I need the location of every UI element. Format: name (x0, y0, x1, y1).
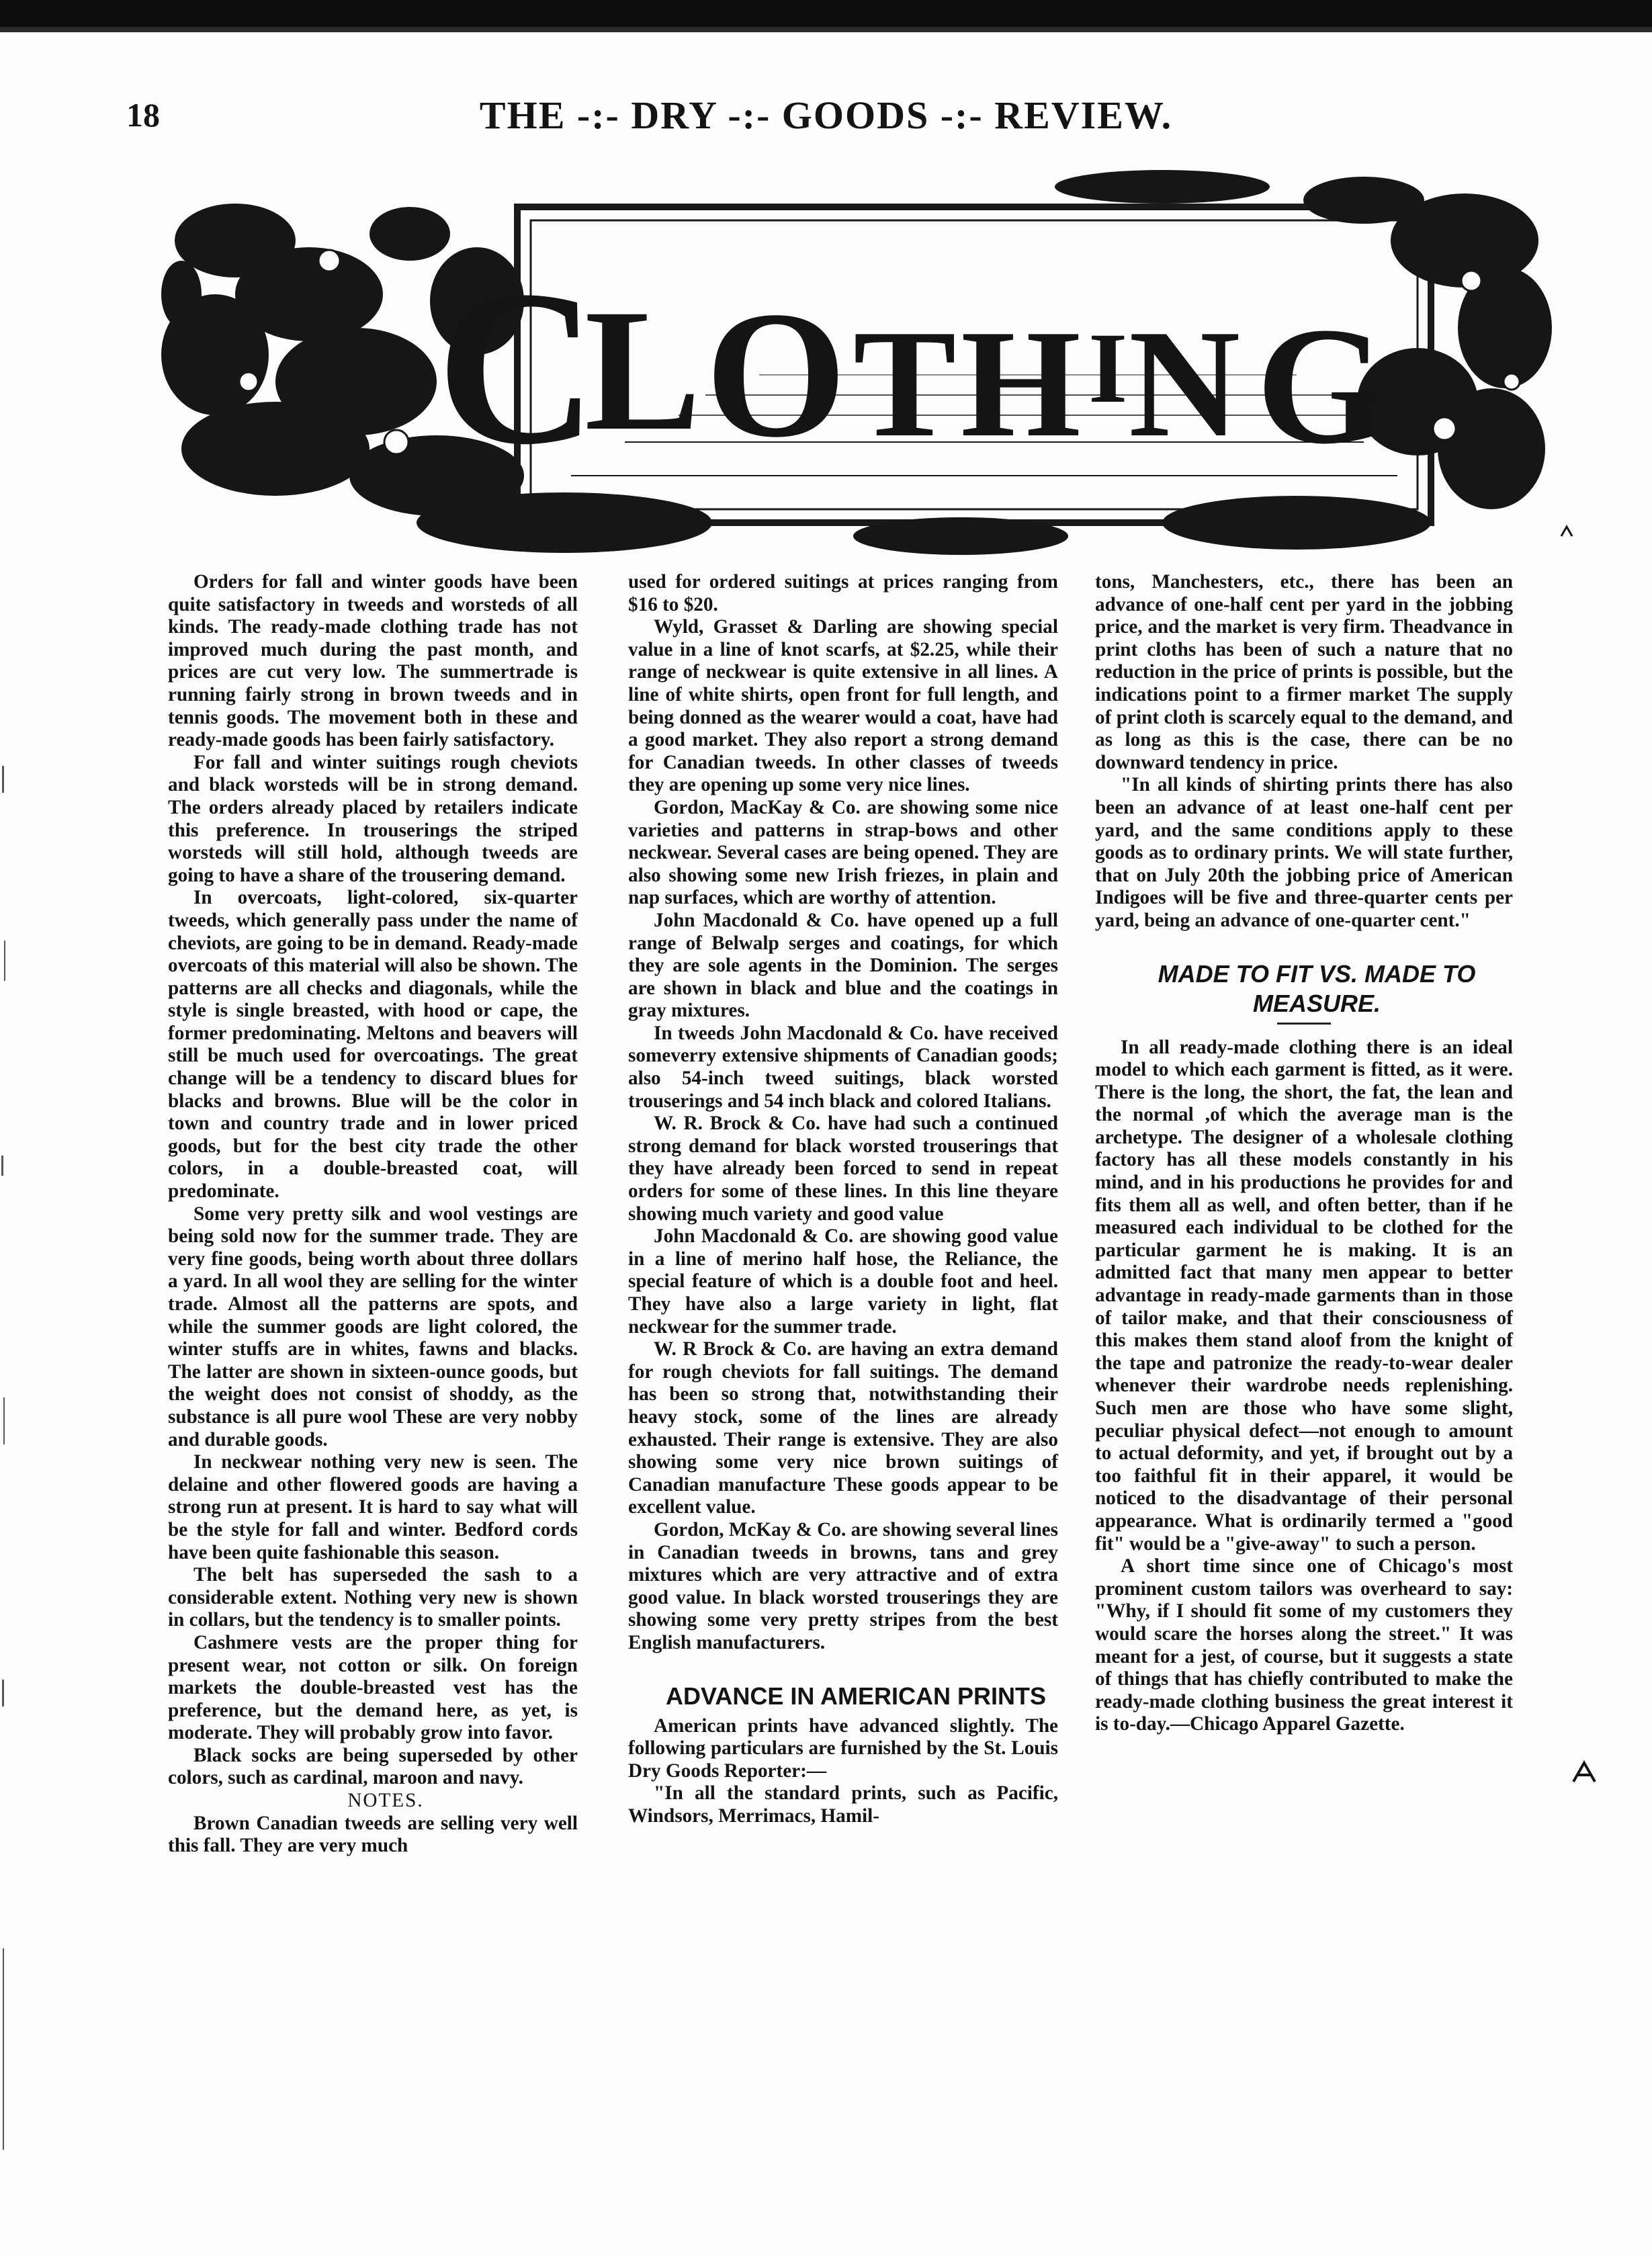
spacer (628, 1655, 1058, 1682)
svg-text:N: N (1129, 298, 1241, 469)
article-paragraph: Orders for fall and winter goods have been quite satisfactory in tweeds and worsteds of all kinds. The ready-made clothing trade has not improved much during the past month, and prices are cut very low. The summertrade is running fairly strong in brown tweeds and in tennis goods. The movement both in these and ready-made goods has been fairly satisfactory. (168, 571, 578, 751)
article-paragraph: John Macdonald & Co. have opened up a full range of Belwalp serges and coatings, for which they are sole agents in the Dominion. The serges are shown in black and blue and the coatings in gray mixtures. (628, 909, 1058, 1022)
svg-text:C: C (437, 245, 597, 490)
article-paragraph: The belt has superseded the sash to a considerable extent. Nothing very new is shown in collars, but the tendency is to smaller points. (168, 1564, 578, 1631)
printer-mark-icon (1571, 1759, 1598, 1786)
article-paragraph: For fall and winter suitings rough cheviots and black worsteds will be in strong demand. The orders already placed by retailers indicate this preference. In trouserings the striped worsteds will still hold, although tweeds are going to have a share of the trousering demand. (168, 751, 578, 886)
top-border-shadow (0, 27, 1652, 32)
article-paragraph: In neckwear nothing very new is seen. The delaine and other flowered goods are having a strong run at present. It is hard to say what will be the style for fall and winter. Bedford cords have been quite fashionable this season. (168, 1451, 578, 1563)
notes-heading: NOTES. (347, 1790, 424, 1812)
article-paragraph: "In all the standard prints, such as Pacific, Windsors, Merrimacs, Hamil- (628, 1782, 1058, 1827)
svg-text:G: G (1256, 293, 1387, 479)
article-paragraph: In overcoats, light-colored, six-quarter tweeds, which generally pass under the name of cheviots, are going to be in demand. Ready-made overcoats of this material will also be shown. The patterns are all checks and diagonals, while the style is single breasted, with hood or cape, the former predominating. Meltons and beavers will still be much used for overcoatings. The great change will be a tendency to discard blues for blacks and browns. Blue will be the color in town and country trade and in lower priced goods, but for the best city trade the other colors, in a double-breasted coat, will predominate. (168, 887, 578, 1203)
running-head: THE -:- DRY -:- GOODS -:- REVIEW. (479, 93, 1173, 137)
svg-text:I: I (1088, 312, 1128, 424)
speck-marks (0, 739, 9, 2251)
article-paragraph: Black socks are being superseded by other colors, such as cardinal, maroon and navy. (168, 1744, 578, 1789)
section-heading-prints: ADVANCE IN AMERICAN PRINTS (665, 1682, 1046, 1710)
svg-text:T: T (853, 298, 957, 469)
section-heading-fit: MADE TO FIT VS. MADE TO (1158, 959, 1476, 988)
stray-mark-icon (1559, 524, 1575, 540)
article-paragraph: Gordon, McKay & Co. are showing several lines in Canadian tweeds in browns, tans and grey mixtures which are very attractive and of extra good value. In black worsted trouserings they are showing some very pretty stripes from the best English manufacturers. (628, 1518, 1058, 1653)
column-3 (1095, 571, 1513, 1736)
article-paragraph: A short time since one of Chicago's most prominent custom tailors was overheard to say: "Why, if I should fit some of my customers they would scare the horses along the street." It was meant for a jest, of course, but it suggests a state of things that has chiefly contributed to make the ready-made clothing business the great interest it is to-day.—Chicago Apparel Gazette. (1095, 1555, 1513, 1735)
clothing-banner (155, 160, 1552, 558)
page-number: 18 (126, 96, 160, 134)
article-paragraph: Brown Canadian tweeds are selling very well this fall. They are very much (168, 1812, 578, 1857)
svg-text:O: O (705, 274, 847, 475)
article-paragraph: W. R Brock & Co. are having an extra demand for rough cheviots for fall suitings. The demand has been so strong that, notwithstanding their heavy stock, some of the lines are already exhausted. Their range is extensive. They are also showing some very nice brown suitings of Canadian manufacture These goods appear to be excellent value. (628, 1338, 1058, 1518)
heading-rule (1277, 1023, 1331, 1025)
section-heading-fit-line2: MEASURE. (1252, 989, 1381, 1017)
spacer (1095, 932, 1513, 959)
svg-text:H: H (961, 298, 1081, 469)
article-paragraph: In tweeds John Macdonald & Co. have received someverry extensive shipments of Canadian goods; also 54-inch tweed suitings, black worsted trouserings and 54 inch black and colored Italians. (628, 1022, 1058, 1112)
article-paragraph: tons, Manchesters, etc., there has been an advance of one-half cent per yard in the jobbing price, and the market is very firm. Theadvance in print cloths has been of such a nature that no reduction in the price of prints is possible, but the indications point to a firmer market The supply of print cloth is scarcely equal to the demand, and as long as this is the case, there can be no downward tendency in price. (1095, 571, 1513, 773)
article-paragraph: Cashmere vests are the proper thing for present wear, not cotton or silk. On foreign markets the double-breasted vest has the preference, but the demand here, as yet, is moderate. They will probably grow into favor. (168, 1631, 578, 1744)
decorative-foliage-banner (155, 160, 1552, 558)
article-paragraph: In all ready-made clothing there is an ideal model to which each garment is fitted, as it were. There is the long, the short, the fat, the lean and the normal ,of which the average man is the archetype. The designer of a wholesale clothing factory has all these models constantly in his mind, and in his productions he provides for and fits them all as well, and often better, than if he measured each individual to be clothed for the particular garment he is making. It is an admitted fact that many men appear to better advantage in ready-made garments than in those of tailor make, and that their consciousness of this makes them stand aloof from the knight of the tape and patronize the ready-to-wear dealer whenever their wardrobe needs replenishing. Such men are those who have some slight, peculiar physical defect—not enough to amount to actual deformity, and yet, if brought out by a too faithful fit in their apparel, it would be noticed to the disadvantage of their personal appearance. What is ordinarily termed a "good fit" would be a "give-away" to such a person. (1095, 1036, 1513, 1555)
page-header (0, 87, 1652, 148)
clothing-lettering (437, 245, 1387, 490)
column-1 (168, 571, 578, 1858)
article-paragraph: Gordon, MacKay & Co. are showing some nice varieties and patterns in strap-bows and other neckwear. Several cases are being opened. They are also showing some new Irish friezes, in plain and nap surfaces, which are worthy of attention. (628, 796, 1058, 909)
article-paragraph: Some very pretty silk and wool vestings are being sold now for the summer trade. They are very fine goods, being worth about three dollars a yard. In all wool they are selling for the winter trade. Almost all the patterns are spots, and while the summer goods are light colored, the winter stuffs are in whites, fawns and blacks. The latter are shown in sixteen-ounce goods, but the weight does not consist of shoddy, as the substance is all pure wool These are very nobby and durable goods. (168, 1203, 578, 1450)
article-paragraph: "In all kinds of shirting prints there has also been an advance of at least one-half cent per yard, and the same conditions apply to these goods as to ordinary prints. We will state further, that on July 20th the jobbing price of American Indigoes will be five and three-quarter cents per yard, being an advance of one-quarter cent." (1095, 774, 1513, 931)
article-paragraph: Wyld, Grasset & Darling are showing special value in a line of knot scarfs, at $2.25, while their range of neckwear is quite extensive in all lines. A line of white shirts, open front for full length, and being donned as the wearer would a coat, have had a good market. They also report a strong demand for Canadian tweeds. In other classes of tweeds they are opening up some very nice lines. (628, 616, 1058, 796)
top-black-border (0, 0, 1652, 27)
article-paragraph: W. R. Brock & Co. have had such a continued strong demand for black worsted trouserings that they have already been forced to send in repeat orders for some of these lines. In this line theyare showing much variety and good value (628, 1113, 1058, 1225)
article-paragraph: used for ordered suitings at prices ranging from $16 to $20. (628, 571, 1058, 615)
svg-text:L: L (584, 273, 701, 467)
article-paragraph: American prints have advanced slightly. The following particulars are furnished by the St. Louis Dry Goods Reporter:— (628, 1715, 1058, 1782)
article-paragraph: John Macdonald & Co. are showing good value in a line of merino half hose, the Reliance, the special feature of which is a double foot and heel. They have also a large variety in light, flat neckwear for the summer trade. (628, 1225, 1058, 1338)
column-2 (628, 571, 1058, 1827)
left-margin-specks (0, 739, 9, 2251)
